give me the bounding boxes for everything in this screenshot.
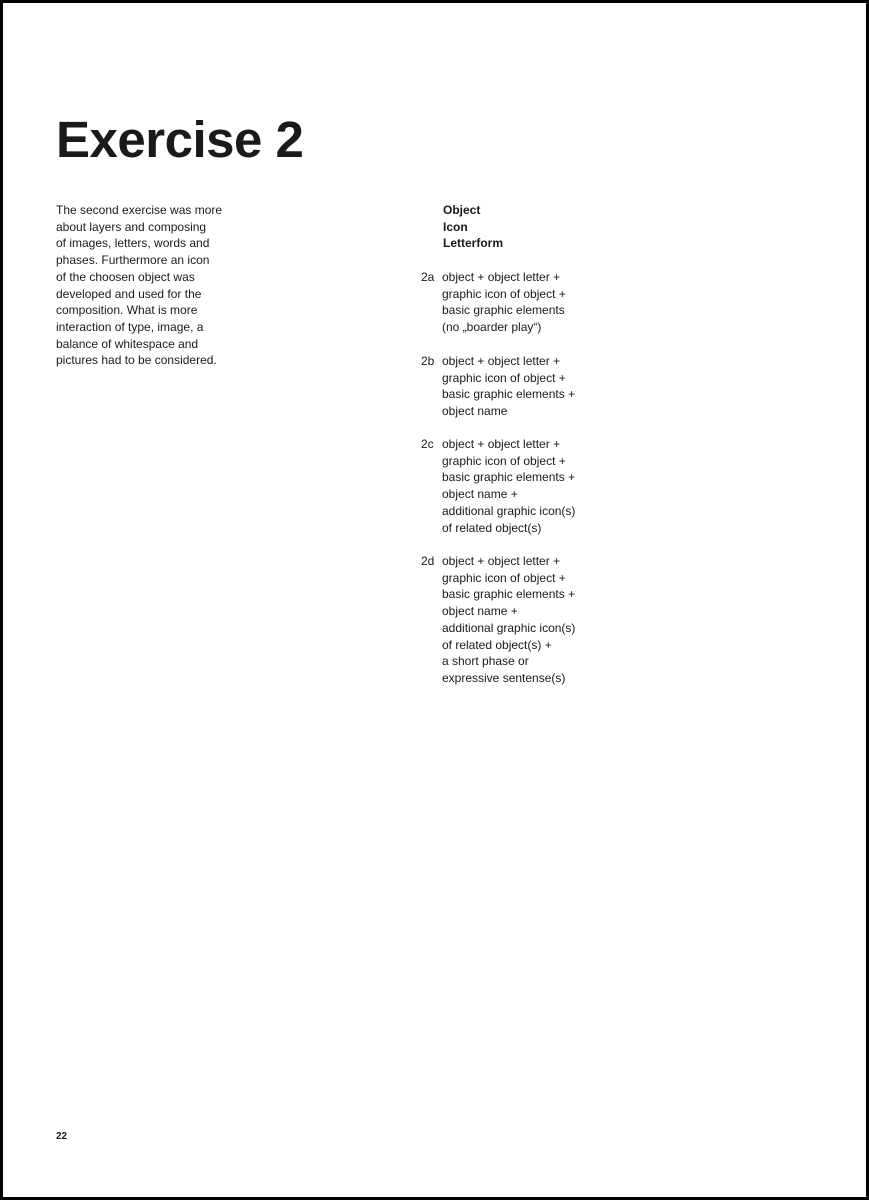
variant-line: object name + [442, 604, 518, 619]
variant-code: 2a [421, 270, 435, 284]
variant-line: graphic icon of object + [442, 570, 566, 585]
variant-code: 2c [421, 437, 434, 451]
intro-line: phases. Furthermore an icon [56, 253, 210, 268]
variant-line: (no „boarder play“) [442, 320, 542, 335]
variant-line: basic graphic elements + [442, 587, 576, 602]
variant-line: object name [442, 404, 508, 419]
intro-line: composition. What is more [56, 303, 198, 318]
variant-line: basic graphic elements + [442, 387, 576, 402]
variant-code: 2b [421, 354, 435, 368]
page-title: Exercise 2 [56, 111, 304, 168]
heading-object: Object [443, 203, 481, 217]
intro-line: about layers and composing [56, 219, 207, 234]
variant-line: of related object(s) [442, 520, 542, 535]
page [3, 3, 866, 1197]
variant-line: object + object letter + [442, 437, 561, 451]
heading-icon: Icon [443, 219, 468, 234]
variant-line: basic graphic elements [442, 303, 565, 318]
page-number: 22 [56, 1131, 68, 1142]
intro-line: interaction of type, image, a [56, 319, 204, 334]
intro-line: pictures had to be considered. [56, 353, 217, 368]
variant-line: additional graphic icon(s) [442, 503, 576, 518]
variant-line: expressive sentense(s) [442, 670, 566, 685]
variant-line: object + object letter + [442, 270, 561, 284]
variant-line: of related object(s) + [442, 637, 552, 652]
variant-line: graphic icon of object + [442, 370, 566, 385]
intro-line: The second exercise was more [56, 203, 223, 217]
variant-description [442, 436, 575, 536]
variant-line: a short phase or [442, 654, 529, 669]
variant-line: additional graphic icon(s) [442, 620, 576, 635]
intro-line: of images, letters, words and [56, 236, 210, 251]
intro-paragraph [56, 202, 246, 369]
intro-line: developed and used for the [56, 286, 202, 301]
variant-description [442, 553, 575, 687]
variant-line: basic graphic elements + [442, 470, 576, 485]
category-headings [443, 202, 503, 252]
variant-line: graphic icon of object + [442, 286, 566, 301]
variant-line: object + object letter + [442, 554, 561, 568]
variant-code: 2d [421, 554, 435, 568]
intro-line: balance of whitespace and [56, 336, 199, 351]
variant-description [442, 269, 566, 336]
heading-letterform: Letterform [443, 236, 504, 251]
variant-description [442, 353, 575, 420]
intro-line: of the choosen object was [56, 269, 195, 284]
variant-line: object + object letter + [442, 354, 561, 368]
variant-line: object name + [442, 487, 518, 502]
variant-line: graphic icon of object + [442, 453, 566, 468]
